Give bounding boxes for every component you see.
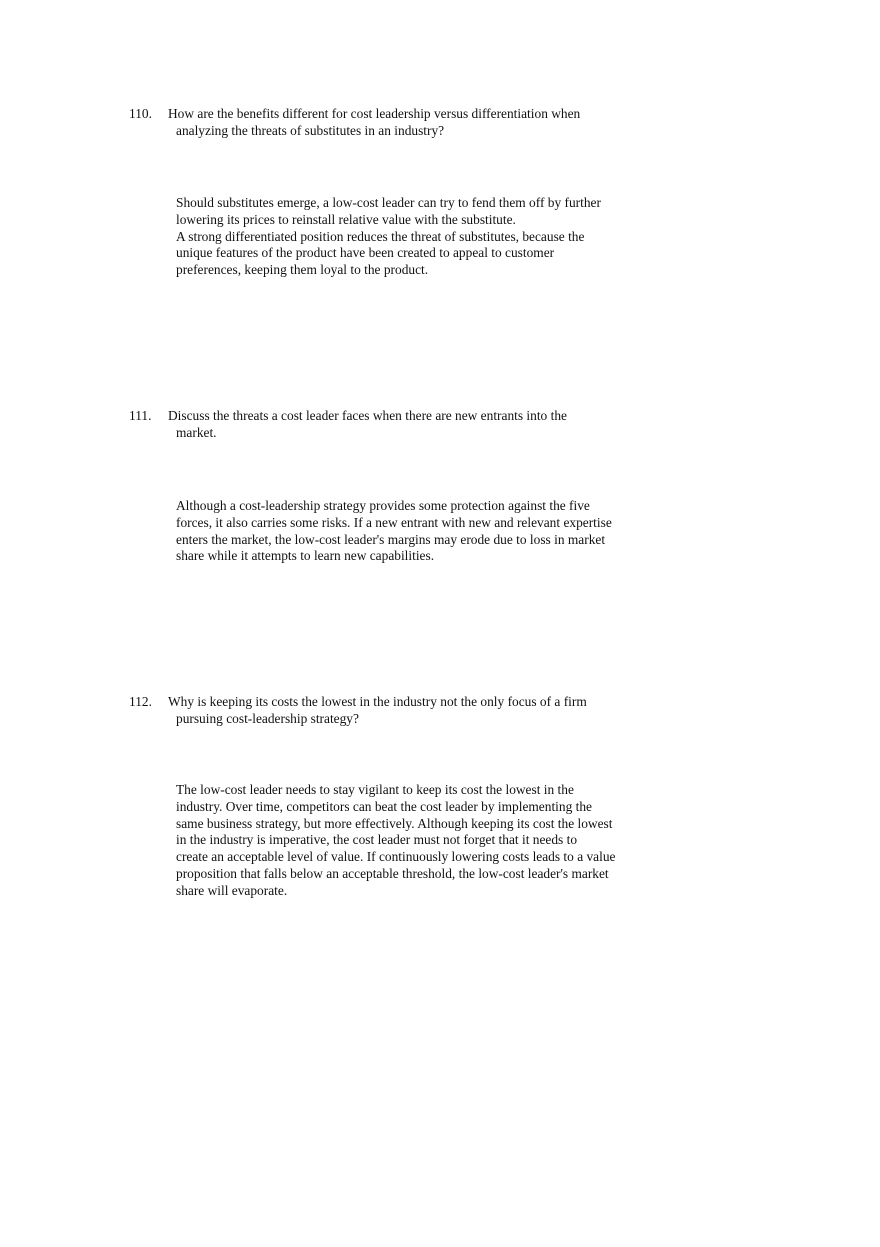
question-line: analyzing the threats of substitutes in an industry?: [176, 123, 445, 138]
answer-line: proposition that falls below an acceptable threshold, the low-cost leader's market: [176, 865, 609, 881]
question-number: 112.: [129, 694, 152, 709]
question-number: 111.: [129, 408, 152, 423]
answer-line: enters the market, the low-cost leader's margins may erode due to loss in market: [176, 531, 606, 547]
question-line: How are the benefits different for cost leadership versus differentiation when: [168, 106, 581, 121]
answer-line: preferences, keeping them loyal to the product.: [176, 262, 429, 278]
answer-line: in the industry is imperative, the cost leader must not forget that it needs to: [176, 832, 578, 848]
answer-line: unique features of the product have been created to appeal to customer: [176, 245, 555, 261]
answer-line: share while it attempts to learn new capabilities.: [176, 548, 435, 564]
question-112-text: [129, 694, 649, 711]
question-line: pursuing cost-leadership strategy?: [176, 711, 359, 726]
answer-112: [176, 782, 656, 900]
answer-line: lowering its prices to reinstall relative value with the substitute.: [176, 211, 516, 227]
answer-line: A strong differentiated position reduces the threat of substitutes, because the: [176, 228, 585, 244]
answer-line: Should substitutes emerge, a low-cost leader can try to fend them off by further: [176, 195, 601, 210]
question-111-text: [129, 408, 649, 425]
question-line: Why is keeping its costs the lowest in the industry not the only focus of a firm: [168, 694, 587, 709]
answer-111: [176, 498, 656, 565]
answer-line: share will evaporate.: [176, 882, 288, 898]
question-line: Discuss the threats a cost leader faces when there are new entrants into the: [168, 408, 567, 423]
question-number: 110.: [129, 106, 152, 121]
answer-line: industry. Over time, competitors can beat the cost leader by implementing the: [176, 798, 592, 814]
answer-line: Although a cost-leadership strategy provides some protection against the five: [176, 498, 590, 513]
answer-line: The low-cost leader needs to stay vigilant to keep its cost the lowest in the: [176, 782, 574, 797]
answer-line: same business strategy, but more effectively. Although keeping its cost the lowest: [176, 815, 613, 831]
answer-line: forces, it also carries some risks. If a new entrant with new and relevant expertise: [176, 514, 612, 530]
question-110-text: [129, 106, 649, 123]
question-line: market.: [176, 425, 217, 440]
answer-line: create an acceptable level of value. If continuously lowering costs leads to a value: [176, 849, 616, 865]
answer-110: [176, 195, 656, 279]
